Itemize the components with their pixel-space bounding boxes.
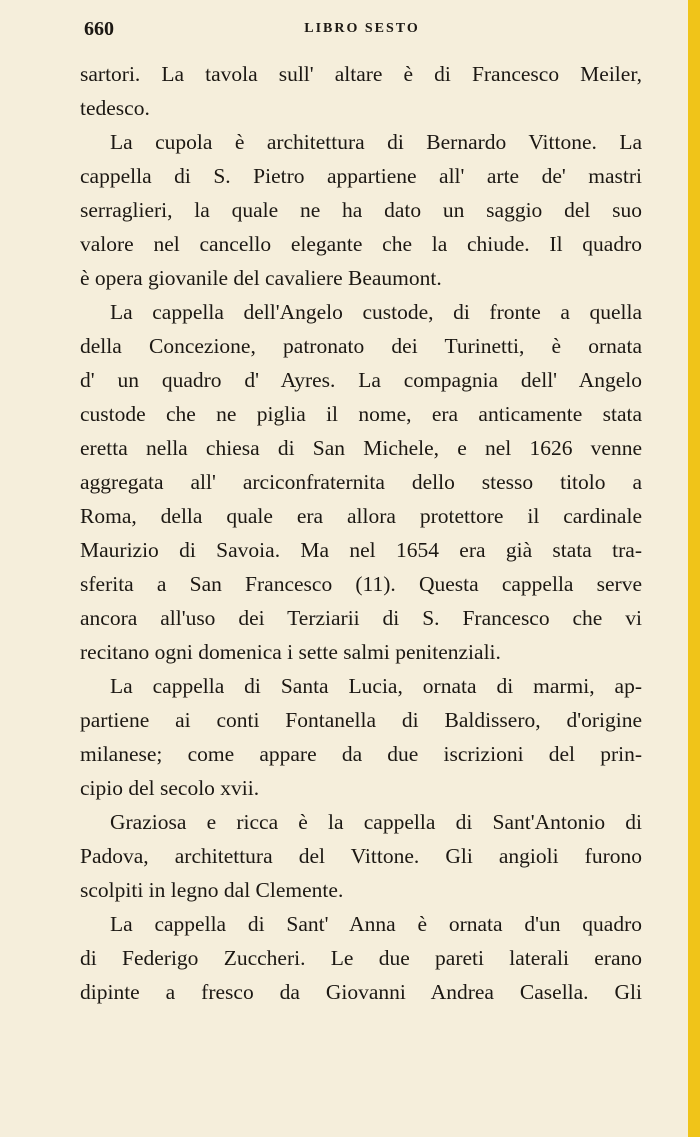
text-line: cipio del secolo xvii. bbox=[80, 776, 260, 800]
text-line: è opera giovanile del cavaliere Beaumont. bbox=[80, 266, 442, 290]
text-line: milanese; come appare da due iscrizioni del prin- bbox=[80, 742, 642, 766]
text-line: ancora all'uso dei Terziarii di S. Francesco che vi bbox=[80, 606, 642, 630]
text-line: d' un quadro d' Ayres. La compagnia dell' Angelo bbox=[80, 368, 642, 392]
text-line: custode che ne piglia il nome, era anticamente stata bbox=[80, 402, 642, 426]
text-line: aggregata all' arciconfraternita dello stesso titolo a bbox=[80, 470, 642, 494]
text-line: recitano ogni domenica i sette salmi penitenziali. bbox=[80, 640, 501, 664]
text-line: partiene ai conti Fontanella di Baldissero, d'origine bbox=[80, 708, 642, 732]
text-line: di Federigo Zuccheri. Le due pareti laterali erano bbox=[80, 946, 642, 970]
text-line: cappella di S. Pietro appartiene all' arte de' mastri bbox=[80, 164, 642, 188]
body-text bbox=[80, 57, 642, 1009]
text-line: dipinte a fresco da Giovanni Andrea Casella. Gli bbox=[80, 980, 642, 1004]
text-line: valore nel cancello elegante che la chiude. Il quadro bbox=[80, 232, 642, 256]
text-line: tedesco. bbox=[80, 96, 150, 120]
page-edge bbox=[688, 0, 700, 1137]
page-number: 660 bbox=[84, 18, 114, 40]
text-line: Roma, della quale era allora protettore il cardinale bbox=[80, 504, 642, 528]
text-line: della Concezione, patronato dei Turinetti, è ornata bbox=[80, 334, 642, 358]
text-line: scolpiti in legno dal Clemente. bbox=[80, 878, 344, 902]
text-line: sferita a San Francesco (11). Questa cappella serve bbox=[80, 572, 642, 596]
text-line: La cappella dell'Angelo custode, di fronte a quella bbox=[110, 300, 642, 324]
text-line: sartori. La tavola sull' altare è di Francesco Meiler, bbox=[80, 62, 642, 86]
book-title: LIBRO SESTO bbox=[304, 21, 420, 36]
running-head bbox=[84, 18, 640, 44]
text-line: Maurizio di Savoia. Ma nel 1654 era già stata tra- bbox=[80, 538, 642, 562]
text-line: Graziosa e ricca è la cappella di Sant'Antonio di bbox=[110, 810, 642, 834]
text-line: La cupola è architettura di Bernardo Vittone. La bbox=[110, 130, 642, 154]
text-line: La cappella di Sant' Anna è ornata d'un quadro bbox=[110, 912, 642, 936]
text-line: La cappella di Santa Lucia, ornata di marmi, ap- bbox=[110, 674, 642, 698]
text-line: Padova, architettura del Vittone. Gli angioli furono bbox=[80, 844, 642, 868]
text-line: eretta nella chiesa di San Michele, e nel 1626 venne bbox=[80, 436, 642, 460]
text-line: serraglieri, la quale ne ha dato un saggio del suo bbox=[80, 198, 642, 222]
